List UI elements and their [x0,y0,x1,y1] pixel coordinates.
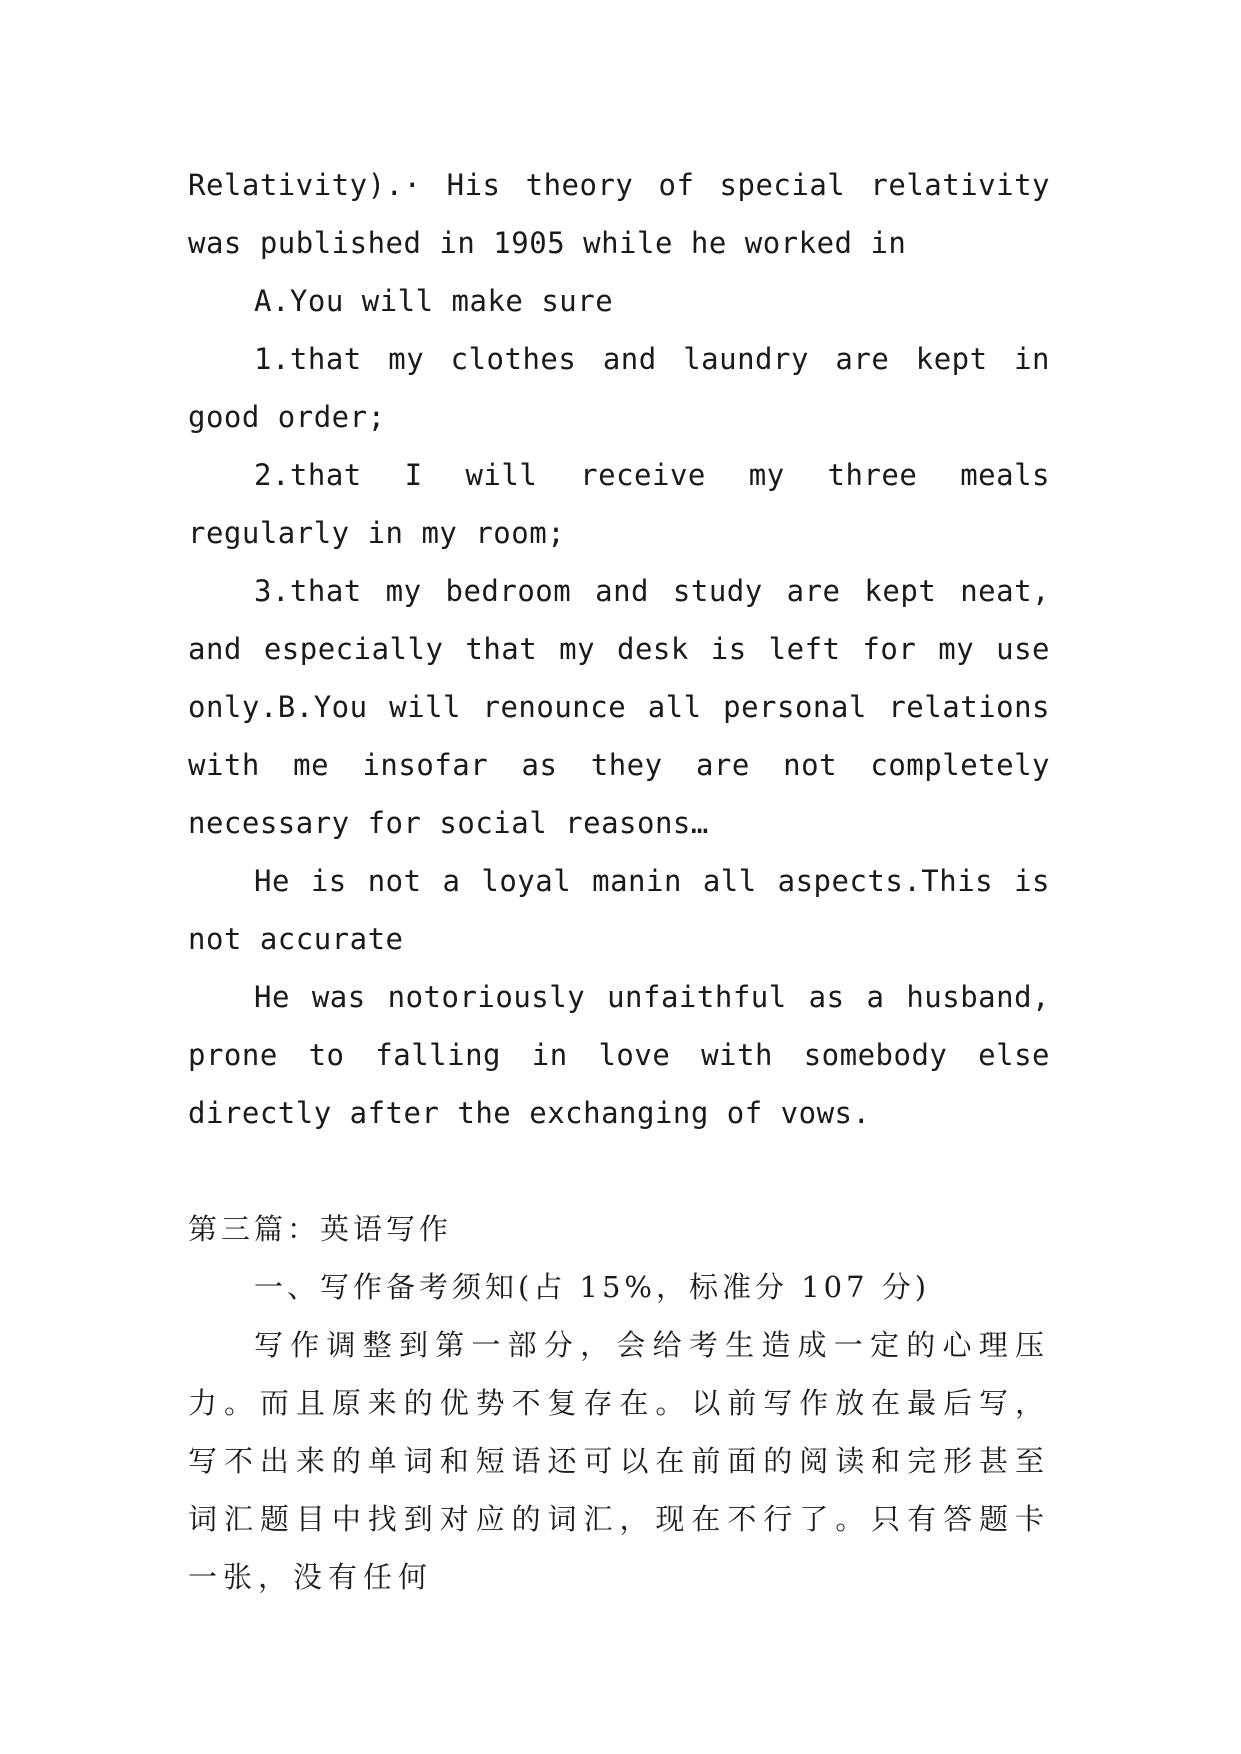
section-spacer [188,1142,1050,1200]
paragraph-make-sure: A.You will make sure [254,284,614,318]
paragraph-item-3: 3.that my bedroom and study are kept neat, and especially that my desk is left for my use only.B.You will renounce all personal relations with me insofar as they are not completely necessary for social reasons… [188,574,1050,840]
paragraph-item-1: 1.that my clothes and laundry are kept in good order; [188,342,1050,434]
document-page [188,156,1050,1606]
section-heading: 第三篇：英语写作 [188,1212,453,1246]
paragraph-item-2: 2.that I will receive my three meals regularly in my room; [188,458,1050,550]
chinese-paragraph: 写作调整到第一部分，会给考生造成一定的心理压力。而且原来的优势不复存在。以前写作放在最后写，写不出来的单词和短语还可以在前面的阅读和完形甚至词汇题目中找到对应的词汇，现在不行了。只有答题卡一张，没有任何 [188,1328,1050,1594]
paragraph-unfaithful: He was notoriously unfaithful as a husband, prone to falling in love with somebody else directly after the exchanging of vows. [188,980,1050,1130]
paragraph-relativity: Relativity).· His theory of special relativity was published in 1905 while he worked in [188,168,1050,260]
paragraph-loyal: He is not a loyal manin all aspects.This is not accurate [188,864,1050,956]
section-subheading: 一、写作备考须知(占 15%，标准分 107 分) [254,1270,931,1304]
